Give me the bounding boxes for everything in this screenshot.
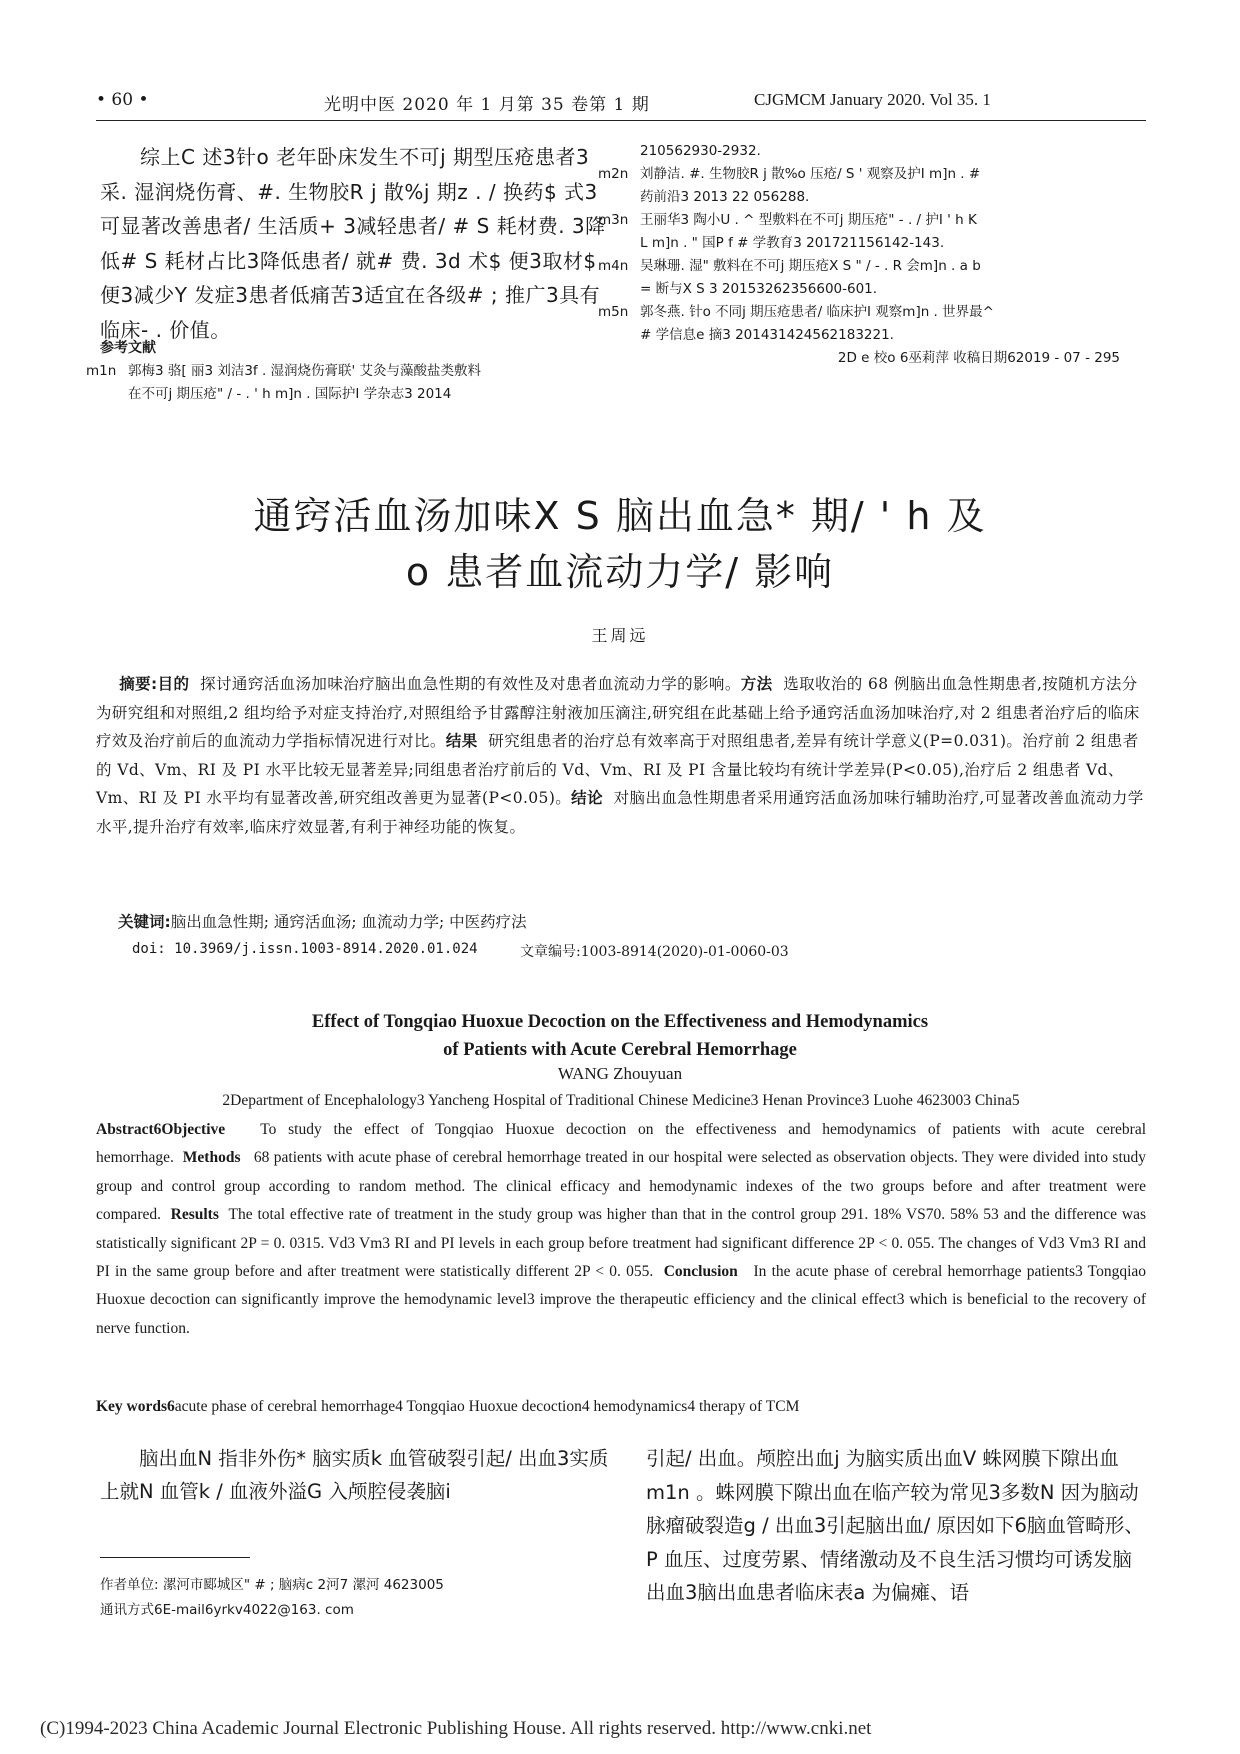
reference-number: m2n <box>598 166 629 182</box>
keywords-en-text: acute phase of cerebral hemorrhage4 Tongqiao Huoxue decoction4 hemodynamics4 therapy of TCM <box>174 1398 800 1415</box>
results-label: 结果 <box>445 732 478 750</box>
reference-line: 刘静洁. #. 生物胶R j 散%o 压疮/ S ' 观察及护I m]n . # <box>640 166 981 182</box>
reference-item <box>86 360 616 406</box>
reference-number: m5n <box>598 304 629 320</box>
reference-line: 210562930-2932. <box>640 143 761 159</box>
reference-line: 吴琳珊. 湿" 敷料在不可j 期压疮X S " / - . R 会m]n . a b <box>640 258 981 274</box>
footnote-contact: 通讯方式6E-mail6yrkv4022@163. com <box>100 1602 354 1618</box>
methods-en-label: Methods <box>182 1149 241 1167</box>
english-author: WANG Zhouyuan <box>557 1064 683 1083</box>
abstract-en-conclusion: In the acute phase of cerebral hemorrhage patients3 Tongqiao Huoxue decoction can significantly improve the hemodynamic level3 improve the therapeutic efficiency and the clinical effect3 which is beneficial to the recovery of nerve function. <box>96 1263 1147 1337</box>
abstract-objective: 探讨通窍活血汤加味治疗脑出血急性期的有效性及对患者血流动力学的影响。 <box>200 675 741 693</box>
reference-text <box>128 360 481 406</box>
results-en-label: Results <box>170 1206 219 1224</box>
footnote-rule <box>100 1557 250 1558</box>
abstract-conclusion: 对脑出血急性期患者采用通窍活血汤加味行辅助治疗,可显著改善血流动力学水平,提升治疗有效率,临床疗效显著,有利于神经功能的恢复。 <box>96 789 1144 836</box>
reference-item <box>598 209 1150 255</box>
reference-line: # 学信息e 摘3 201431424562183221. <box>640 327 894 343</box>
reference-line: 药前沿3 2013 22 056288. <box>640 189 810 205</box>
article-author: 王周远 <box>591 626 649 645</box>
reference-item <box>598 301 1150 347</box>
conclusion-en-label: Conclusion <box>663 1263 738 1281</box>
english-title <box>160 1008 1080 1064</box>
reference-line: 在不可j 期压疮" / - . ' h m]n . 国际护I 学杂志3 2014 <box>128 386 452 402</box>
keywords-cn <box>118 910 527 932</box>
objective-label: 目的 <box>157 675 190 693</box>
reference-text <box>640 163 980 209</box>
references-title: 参考文献 <box>100 340 156 356</box>
abstract-cn <box>96 670 1146 841</box>
header-rule <box>96 120 1146 121</box>
reference-text <box>640 301 994 347</box>
abstract-methods: 选取收治的 68 例脑出血急性期患者,按随机方法分为研究组和对照组,2 组均给予对症支持治疗,对照组给予甘露醇注射液加压滴注,研究组在此基础上给予通窍活血汤加味治疗,对 2 组患者治疗后的临床疗效及治疗前后的血流动力学指标情况进行对比。 <box>96 675 1140 750</box>
reference-line: 王丽华3 陶小U . ^ 型敷料在不可j 期压疮" - . / 护I ' h K <box>640 212 977 228</box>
reference-line: = 断与X S 3 20153262356600-601. <box>640 281 878 297</box>
copyright-footer: (C)1994-2023 China Academic Journal Electronic Publishing House. All rights reserved. http://www.cnki.net <box>40 1718 872 1739</box>
conclusion-label: 结论 <box>571 789 603 807</box>
body-text-right: 引起/ 出血。颅腔出血j 为脑实质出血V 蛛网膜下隙出血m1n 。蛛网膜下隙出血在临产较为常见3多数N 因为脑动脉瘤破裂造g / 出血3引起脑出血/ 原因如下6脑血管畸形、P 血压、过度劳累、情绪激动及不良生活习惯均可诱发脑出血3脑出血患者临床表a 为偏瘫、语 <box>646 1447 1144 1604</box>
english-affiliation: 2Department of Encephalology3 Yancheng Hospital of Traditional Chinese Medicine3 Henan Province3 Luohe 4623003 China5 <box>222 1092 1020 1109</box>
abstract-en-results: The total effective rate of treatment in the study group was higher than that in the control group 291. 18% VS70. 58% 53 and the difference was statistically significant 2P = 0. 0315. Vd3 Vm3 RI and PI levels in each group before treatment had significant difference 2P < 0. 055. The changes of Vd3 Vm3 RI and PI in the same group before and after treatment were statistically different 2P < 0. 055. <box>96 1206 1146 1281</box>
reference-item <box>640 140 1150 163</box>
article-title-line: o 患者血流动力学/ 影响 <box>405 550 835 594</box>
english-title-line: Effect of Tongqiao Huoxue Decoction on the Effectiveness and Hemodynamics <box>311 1012 929 1032</box>
reference-number: m3n <box>598 212 629 228</box>
article-title-line: 通窍活血汤加味X S 脑出血急* 期/ ' h 及 <box>253 494 987 538</box>
page-number: • 60 • <box>96 90 149 110</box>
reference-line: 郭梅3 骆[ 丽3 刘洁3f . 湿润烧伤膏联' 艾灸与藻酸盐类敷料 <box>128 363 482 379</box>
reference-number: m1n <box>86 363 117 379</box>
keywords-label: 关键词: <box>118 913 171 931</box>
reference-number: m4n <box>598 258 629 274</box>
abstract-en-methods: 68 patients with acute phase of cerebral hemorrhage treated in our hospital were selected as observation objects. They were divided into study group and control group according to random method. The clinical efficacy and hemodynamic indexes of the two groups before and after treatment were compared. <box>96 1149 1147 1224</box>
reference-line: 郭冬燕. 针o 不同j 期压疮患者/ 临床护I 观察m]n . 世界最^ <box>640 304 994 320</box>
body-text-left: 脑出血N 指非外伤* 脑实质k 血管破裂引起/ 出血3实质上就N 血管k / 血液外溢G 入颅腔侵袭脑i <box>100 1447 609 1503</box>
keywords-en <box>96 1398 1146 1416</box>
article-number: 文章编号:1003-8914(2020)-01-0060-03 <box>520 944 789 960</box>
doi: doi: 10.3969/j.issn.1003-8914.2020.01.024 <box>132 941 478 957</box>
received-date: 2D e 校o 6巫莉萍 收稿日期62019 - 07 - 295 <box>837 350 1120 366</box>
methods-label: 方法 <box>740 675 773 693</box>
journal-name-en: CJGMCM January 2020. Vol 35. 1 <box>754 90 991 109</box>
keywords-text: 脑出血急性期; 通窍活血汤; 血流动力学; 中医药疗法 <box>170 913 527 931</box>
reference-item <box>598 163 1150 209</box>
previous-article-paragraph: 综上C 述3针o 老年卧床发生不可j 期型压疮患者3采. 湿润烧伤膏、#. 生物胶R j 散%j 期z . / 换药$ 式3可显著改善患者/ 生活质+ 3减轻患者/ # S 耗材费. 3降低# S 耗材占比3降低患者/ 就# 费. 3d 术$ 便3取材$ 便3减少Y 发症3患者低痛苦3适宜在各级# ; 推广3具有临床- . 价值。 <box>100 145 606 342</box>
abstract-results: 研究组患者的治疗总有效率高于对照组患者,差异有统计学意义(P=0.031)。治疗前 2 组患者的 Vd、Vm、RI 及 PI 水平比较无显著差异;同组患者治疗前后的 Vd、Vm、RI 及 PI 含量比较均有统计学差异(P<0.05),治疗后 2 组患者 Vd、Vm、RI 及 PI 水平均有显著改善,研究组改善更为显著(P<0.05)。 <box>96 732 1139 807</box>
abstract-label: 摘要: <box>119 675 158 693</box>
abstract-en-label: Abstract6Objective <box>96 1121 226 1138</box>
article-title <box>160 488 1080 600</box>
reference-text <box>640 255 981 301</box>
footnote-unit: 作者单位: 漯河市郾城区" # ; 脑病c 2河7 漯河 4623005 <box>100 1577 444 1593</box>
reference-text <box>640 209 977 255</box>
abstract-en <box>96 1116 1146 1343</box>
english-title-line: of Patients with Acute Cerebral Hemorrhage <box>443 1040 797 1060</box>
journal-name-cn: 光明中医 2020 年 1 月第 35 卷第 1 期 <box>324 95 650 115</box>
running-header <box>96 90 1146 120</box>
abstract-en-objective: To study the effect of Tongqiao Huoxue decoction on the effectiveness and hemodynamics of patients with acute cerebral hemorrhage. <box>96 1121 1147 1167</box>
reference-item <box>598 255 1150 301</box>
keywords-en-label: Key words6 <box>96 1398 175 1415</box>
reference-line: L m]n . " 国P f # 学教育3 201721156142-143. <box>640 235 945 251</box>
